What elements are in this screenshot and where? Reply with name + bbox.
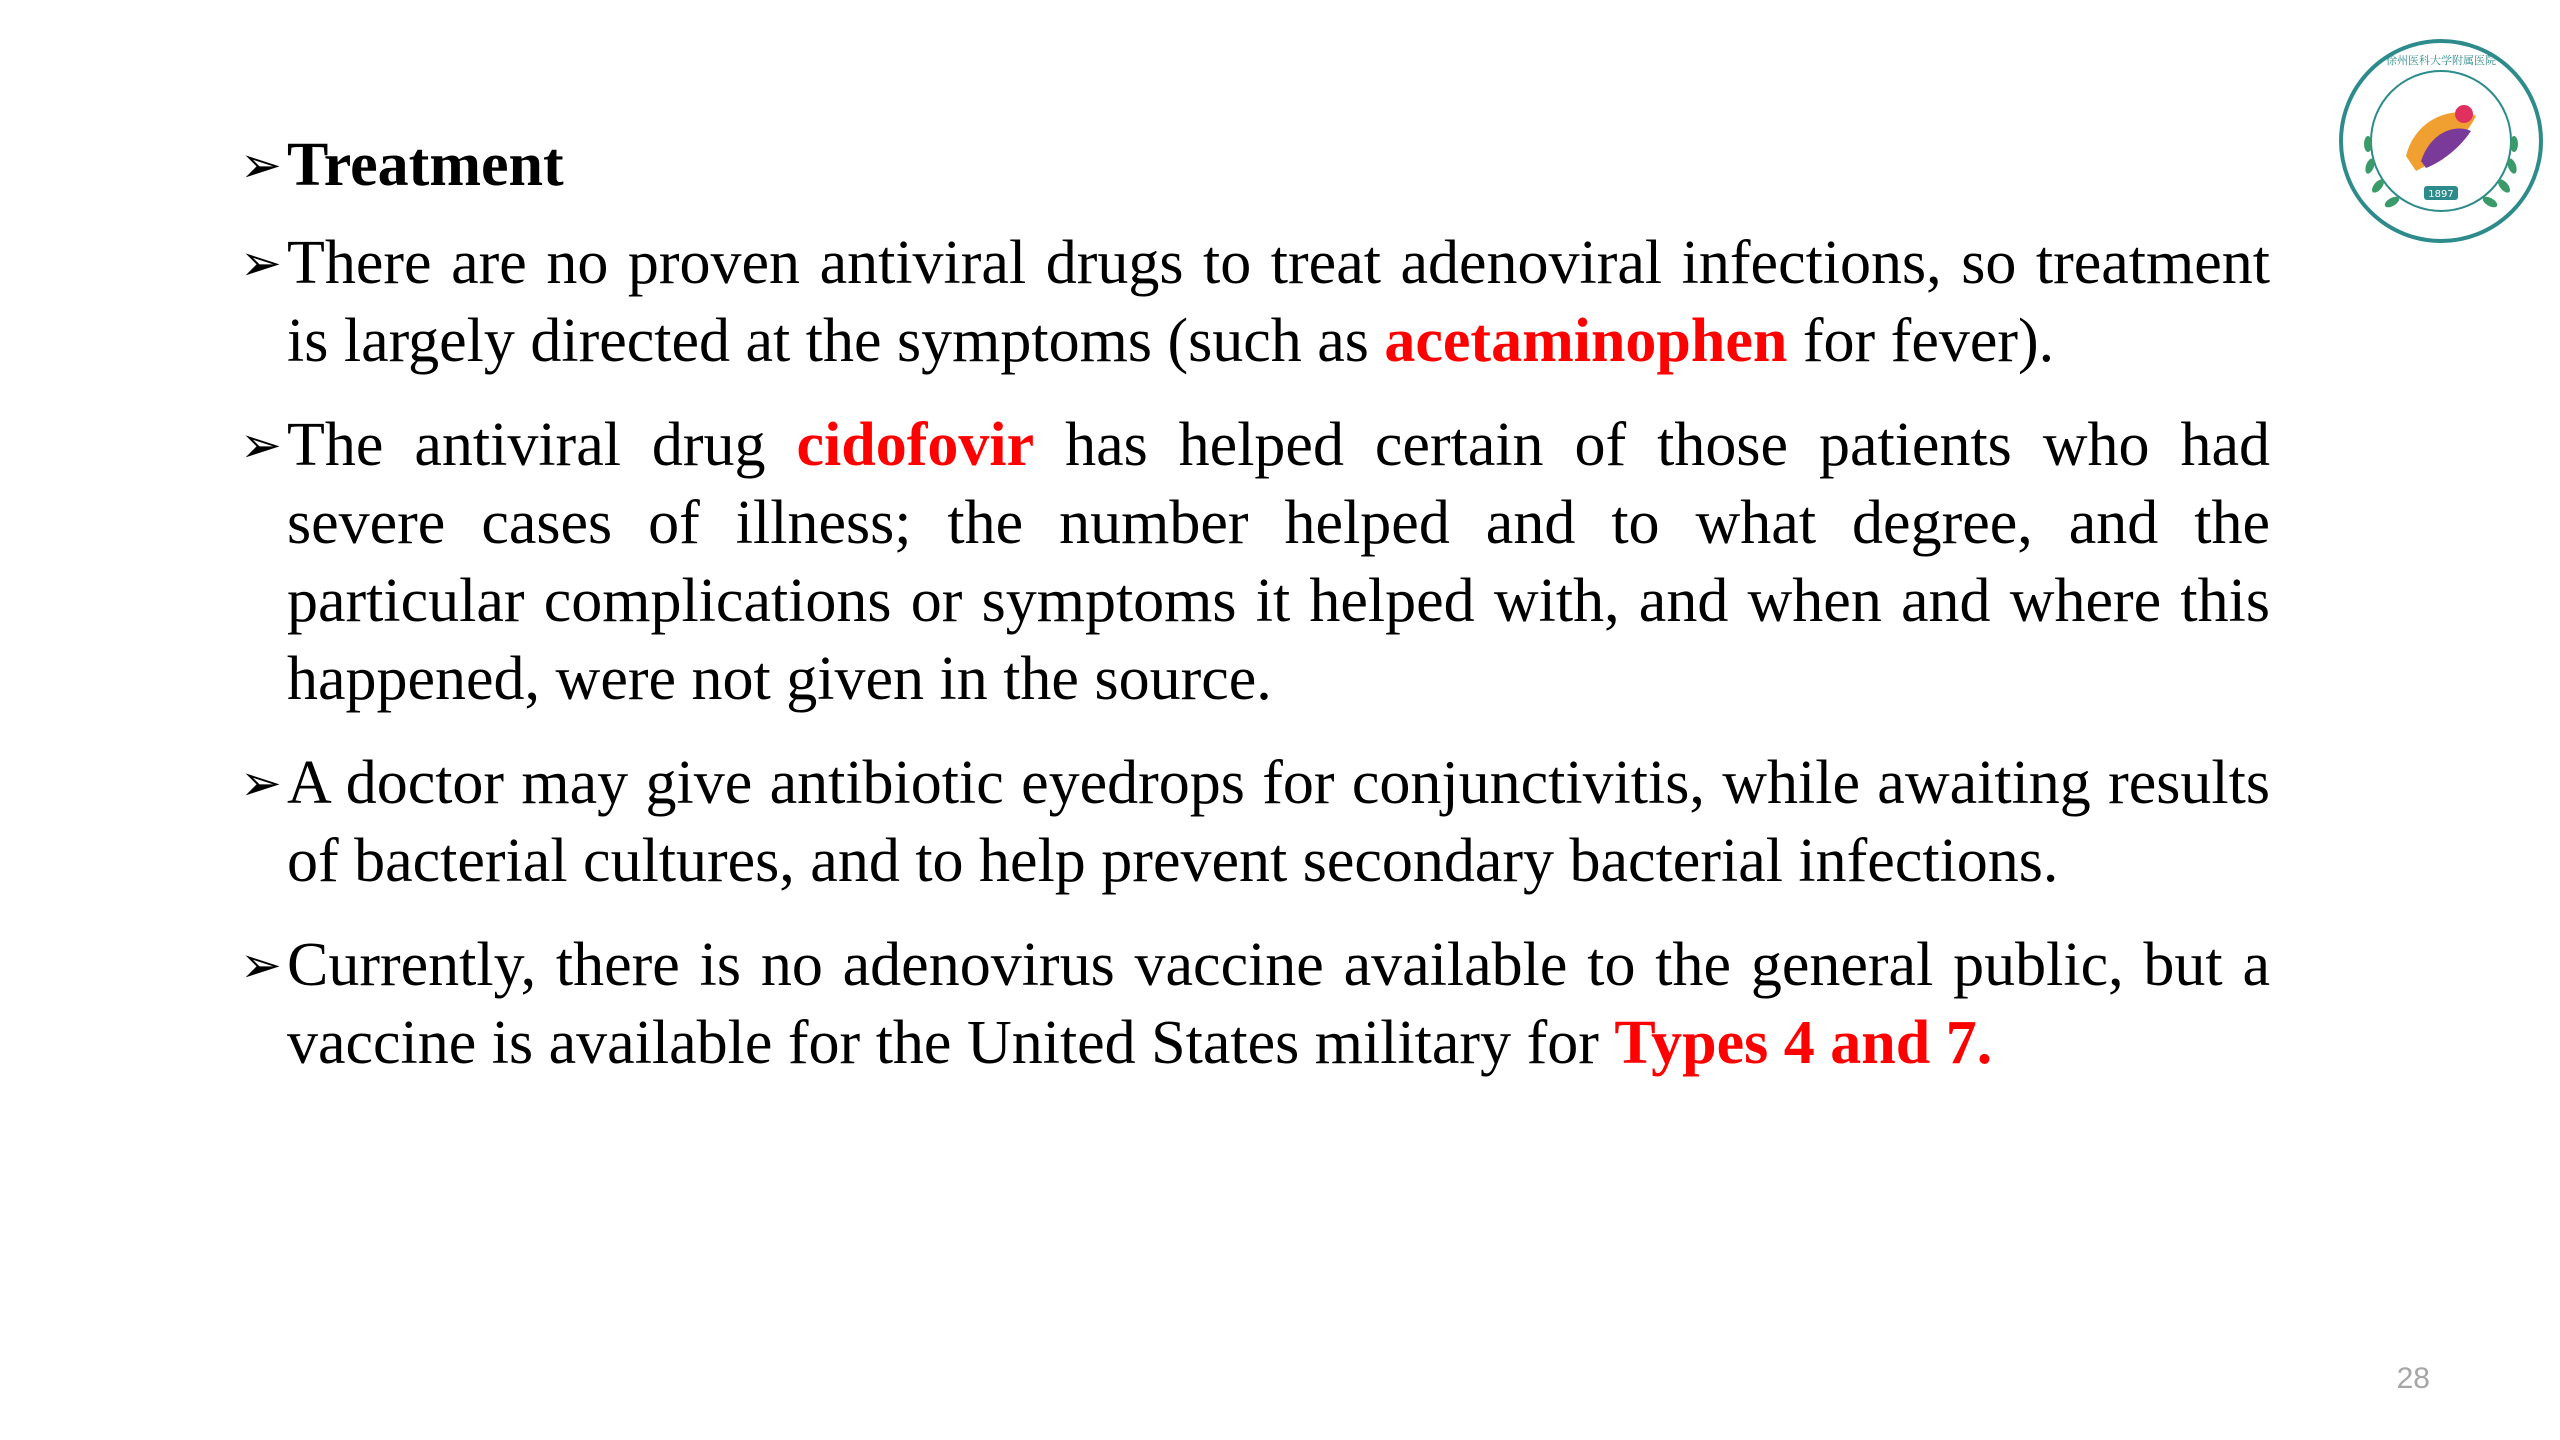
highlight-term: acetaminophen	[1384, 307, 1788, 375]
arrowhead-bullet-icon: ➢	[240, 416, 282, 474]
highlight-term: cidofovir	[796, 411, 1035, 479]
bullet-text: There are no proven antiviral drugs to treat adenoviral infections, so treatment is largely directed at the symptoms (such as	[287, 229, 2270, 375]
arrowhead-bullet-icon: ➢	[240, 754, 282, 812]
arrowhead-bullet-icon: ➢	[240, 936, 282, 994]
bullet-item	[240, 744, 2270, 900]
arrowhead-bullet-icon: ➢	[240, 234, 282, 292]
bullet-text: A doctor may give antibiotic eyedrops for conjunctivitis, while awaiting results of bacterial cultures, and to help prevent secondary bacterial infections.	[287, 749, 2270, 895]
logo-name-text: 徐州医科大学附属医院	[2386, 54, 2496, 67]
heading-row	[240, 126, 2270, 204]
logo-year: 1897	[2428, 189, 2454, 200]
highlight-term: Types 4 and 7.	[1614, 1009, 1993, 1077]
hospital-logo-icon	[2336, 36, 2546, 246]
arrowhead-bullet-icon: ➢	[240, 136, 282, 194]
slide-content	[240, 126, 2270, 1108]
slide-heading: Treatment	[287, 131, 564, 199]
bullet-text: for fever).	[1787, 307, 2055, 375]
page-number: 28	[2396, 1362, 2430, 1395]
bullet-text: has helped certain of those patients who had severe cases of illness; the number helped and to what degree, and the particular complications or symptoms it helped with, and when and where this happened, were not given in the source.	[287, 411, 2270, 713]
bullet-item	[240, 926, 2270, 1082]
bullet-item	[240, 406, 2270, 718]
bullet-text: The antiviral drug	[287, 411, 797, 479]
bullet-item	[240, 224, 2270, 380]
bullet-text: Currently, there is no adenovirus vaccine available to the general public, but a vaccine is available for the United States military for	[287, 931, 2270, 1077]
